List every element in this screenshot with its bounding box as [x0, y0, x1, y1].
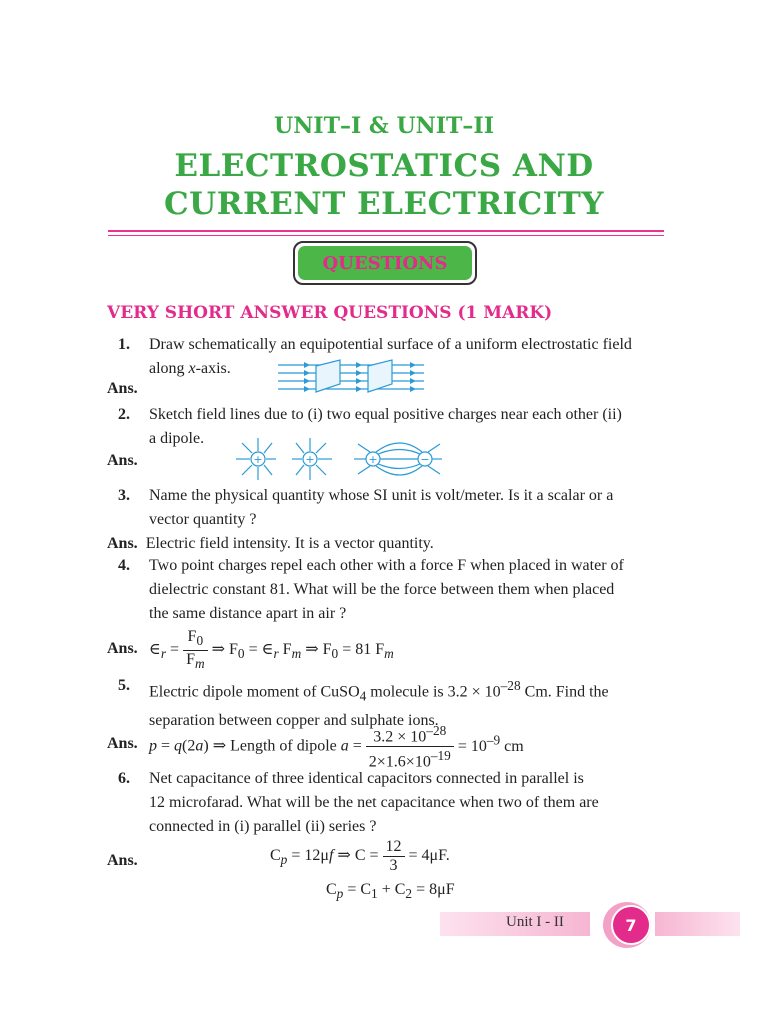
footer-unit-label: Unit I - II [506, 914, 564, 930]
question-line: Draw schematically an equipotential surface of a uniform electrostatic field [149, 336, 632, 353]
question-line: along x-axis. [149, 360, 231, 377]
question-number: 4. [118, 557, 130, 574]
answer-6-equation-1: $C_p = 12\mu f$ ⇒ C = $\frac{12}{3}$ = 4μF. [270, 838, 450, 874]
question-number: 3. [118, 487, 130, 504]
question-4-text [149, 554, 624, 626]
question-3 [118, 484, 130, 508]
question-line: Two point charges repel each other with a force F when placed in water of [149, 557, 624, 574]
question-3-text [149, 484, 613, 532]
svg-text:+: + [368, 453, 378, 466]
answer-6-equation-2: $C_p = C_1 + C_2 = 8\mu F$ [326, 881, 455, 902]
question-line: separation between copper and sulphate ions. [149, 711, 439, 729]
question-line: Sketch field lines due to (i) two equal positive charges near each other (ii) [149, 406, 622, 423]
question-line: dielectric constant 81. What will be the force between them when placed [149, 581, 615, 598]
question-5 [118, 674, 130, 698]
answer-label: Ans. [107, 852, 138, 869]
svg-text:−: − [420, 453, 430, 466]
question-4 [118, 554, 130, 578]
question-line: Name the physical quantity whose SI unit is volt/meter. Is it a scalar or a [149, 487, 614, 504]
question-line: connected in (i) parallel (ii) series ? [149, 818, 377, 835]
answer-label: Ans. [107, 380, 138, 397]
svg-text:+: + [305, 453, 315, 466]
field-lines-diagram [230, 436, 445, 482]
equipotential-diagram [274, 358, 434, 398]
title-rule [108, 230, 664, 232]
answer-3 [107, 532, 434, 556]
question-line: Net capacitance of three identical capacitors connected in parallel is [149, 770, 584, 787]
footer-decor-right [655, 912, 740, 936]
question-number: 5. [118, 677, 130, 694]
title-rule-thin [108, 235, 664, 236]
question-number: 6. [118, 770, 130, 787]
answer-label: Ans. [107, 640, 138, 657]
questions-badge-label: QUESTIONS [298, 246, 472, 280]
answer-label: Ans. [107, 452, 138, 469]
question-line: vector quantity ? [149, 511, 257, 528]
answer-text: Electric field intensity. It is a vector quantity. [145, 535, 434, 552]
chapter-title-line1: ELECTROSTATICS AND [174, 148, 594, 184]
question-line: Electric dipole moment of CuSO$_4$ molecule is $3.2 \times 10^{-28}$ Cm. Find the [149, 678, 609, 704]
question-2 [118, 403, 130, 427]
page-number: 7 [611, 905, 651, 945]
answer-4-equation: $\in_r$ = $\frac{F_0}{F_m}$ ⇒ $F_0$ = $\in_r$ $F_m$ ⇒ $F_0 = 81$ $F_m$ [149, 628, 394, 672]
unit-label: UNIT–I & UNIT–II [274, 113, 494, 139]
question-line: the same distance apart in air ? [149, 605, 347, 622]
question-number: 1. [118, 336, 130, 353]
chapter-title-line2: CURRENT ELECTRICITY [164, 186, 604, 222]
answer-label: Ans. [107, 735, 138, 752]
question-6-text [149, 767, 599, 839]
question-number: 2. [118, 406, 130, 423]
question-1 [118, 333, 130, 357]
questions-badge [293, 241, 477, 285]
section-title: VERY SHORT ANSWER QUESTIONS (1 MARK) [107, 303, 553, 323]
question-line: a dipole. [149, 430, 205, 447]
answer-5-equation: p = q(2a) ⇒ Length of dipole a = $\frac{3.2 \times 10^{-28}}{2\times 1.6\times 10^{-19}}$ = $10^{-9}$ cm [149, 723, 524, 771]
answer-label: Ans. [107, 535, 138, 552]
question-line: 12 microfarad. What will be the net capacitance when two of them are [149, 794, 599, 811]
svg-text:+: + [253, 453, 263, 466]
question-6 [118, 767, 130, 791]
